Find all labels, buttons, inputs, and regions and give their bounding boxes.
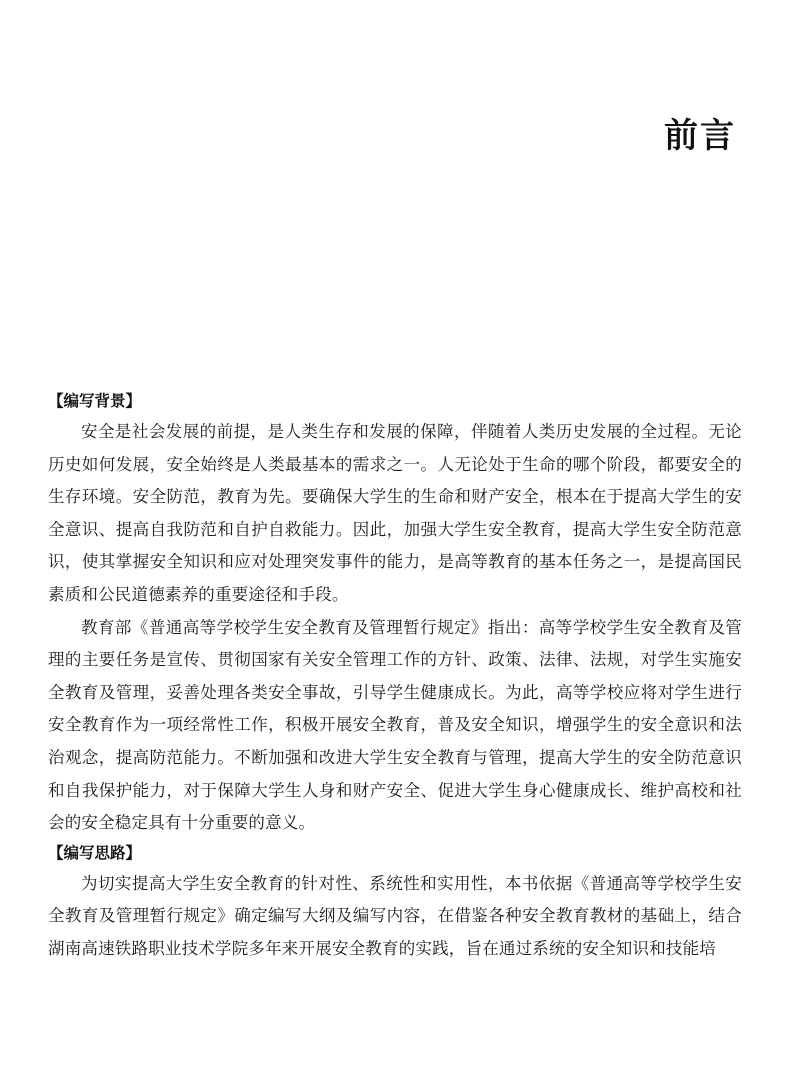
section-background xyxy=(48,388,742,840)
paragraph: 为切实提高大学生安全教育的针对性、系统性和实用性，本书依据《普通高等学校学生安全教育及管理暂行规定》确定编写大纲及编写内容，在借鉴各种安全教育教材的基础上，结合湖南高速铁路职业技术学院多年来开展安全教育的实践，旨在通过系统的安全知识和技能培 xyxy=(48,873,742,958)
paragraph: 安全是社会发展的前提，是人类生存和发展的保障，伴随着人类历史发展的全过程。无论历史如何发展，安全始终是人类最基本的需求之一。人无论处于生命的哪个阶段，都要安全的生存环境。安全防范，教育为先。要确保大学生的生命和财产安全，根本在于提高大学生的安全意识、提高自我防范和自护自救能力。因此，加强大学生安全教育，提高大学生安全防范意识，使其掌握安全知识和应对处理突发事件的能力，是高等教育的基本任务之一，是提高国民素质和公民道德素养的重要途径和手段。 xyxy=(48,422,742,604)
section-heading-background: 【编写背景】 xyxy=(48,392,142,410)
document-body xyxy=(48,388,742,966)
page-title: 前言 xyxy=(664,116,736,156)
section-approach xyxy=(48,840,742,966)
paragraph: 教育部《普通高等学校学生安全教育及管理暂行规定》指出：高等学校学生安全教育及管理的主要任务是宣传、贯彻国家有关安全管理工作的方针、政策、法律、法规，对学生实施安全教育及管理，妥善处理各类安全事故，引导学生健康成长。为此，高等学校应将对学生进行安全教育作为一项经常性工作，积极开展安全教育，普及安全知识，增强学生的安全意识和法治观念，提高防范能力。不断加强和改进大学生安全教育与管理，提高大学生的安全防范意识和自我保护能力，对于保障大学生人身和财产安全、促进大学生身心健康成长、维护高校和社会的安全稳定具有十分重要的意义。 xyxy=(48,617,742,833)
section-heading-approach: 【编写思路】 xyxy=(48,843,142,862)
